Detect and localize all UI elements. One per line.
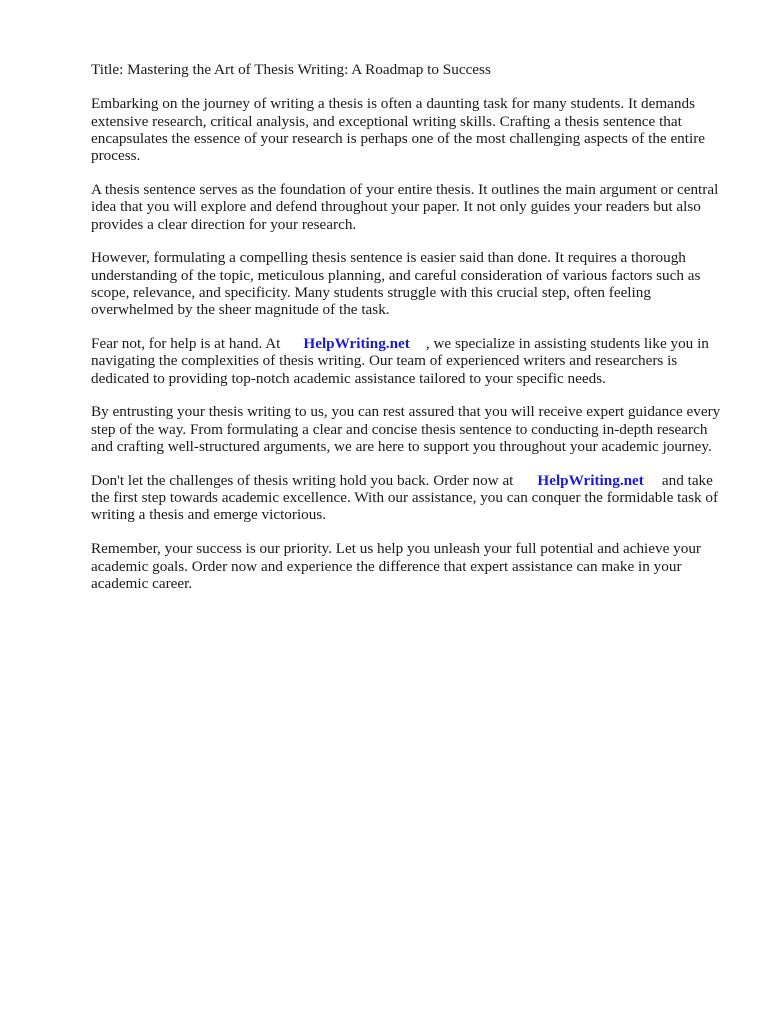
paragraph-guidance: By entrusting your thesis writing to us, you can rest assured that you will receive expert guidance every step of the way. From formulating a clear and concise thesis sentence to conducting in-depth research and crafting well-structured arguments, we are here to support you throughout your academic journey.: [91, 403, 721, 456]
paragraph-closing: Remember, your success is our priority. Let us help you unleash your full potential and achieve your academic goals. Order now and experience the difference that expert assistance can make in your academic career.: [91, 540, 701, 592]
paragraph-intro: Embarking on the journey of writing a thesis is often a daunting task for many students. It demands extensive research, critical analysis, and exceptional writing skills. Crafting a thesis sentence that encapsulates the essence of your research is perhaps one of the most challenging aspects of the entire process.: [91, 95, 706, 165]
paragraph-challenge: However, formulating a compelling thesis sentence is easier said than done. It requires a thorough understanding of the topic, meticulous planning, and careful consideration of various factors such as scope, relevance, and specificity. Many students struggle with this crucial step, often feeling overwhelmed by the sheer magnitude of the task.: [91, 249, 701, 319]
paragraph-help-rest: , we specialize in assisting students like you in navigating the complexities of thesis writing. Our team of experienced writers and researchers is dedicated to providing top-notch academic assistance tailored to your specific needs.: [91, 335, 709, 387]
helpwriting-link[interactable]: HelpWriting.net: [303, 335, 410, 353]
paragraph-help: [91, 335, 731, 387]
paragraph-order-lead: Don't let the challenges of thesis writing hold you back. Order now at: [91, 471, 514, 489]
document-title: Title: Mastering the Art of Thesis Writing: A Roadmap to Success: [91, 61, 491, 78]
paragraph-help-lead: Fear not, for help is at hand. At: [91, 335, 281, 353]
paragraph-thesis-definition: A thesis sentence serves as the foundation of your entire thesis. It outlines the main argument or central idea that you will explore and defend throughout your paper. It not only guides your readers but also provides a clear direction for your research.: [91, 180, 719, 233]
paragraph-order: [91, 472, 731, 524]
document-page: [91, 61, 731, 609]
paragraph-order-rest: and take the first step towards academic excellence. With our assistance, you can conquer the formidable task of writing a thesis and emerge victorious.: [91, 471, 719, 524]
helpwriting-order-link[interactable]: HelpWriting.net: [537, 471, 644, 489]
